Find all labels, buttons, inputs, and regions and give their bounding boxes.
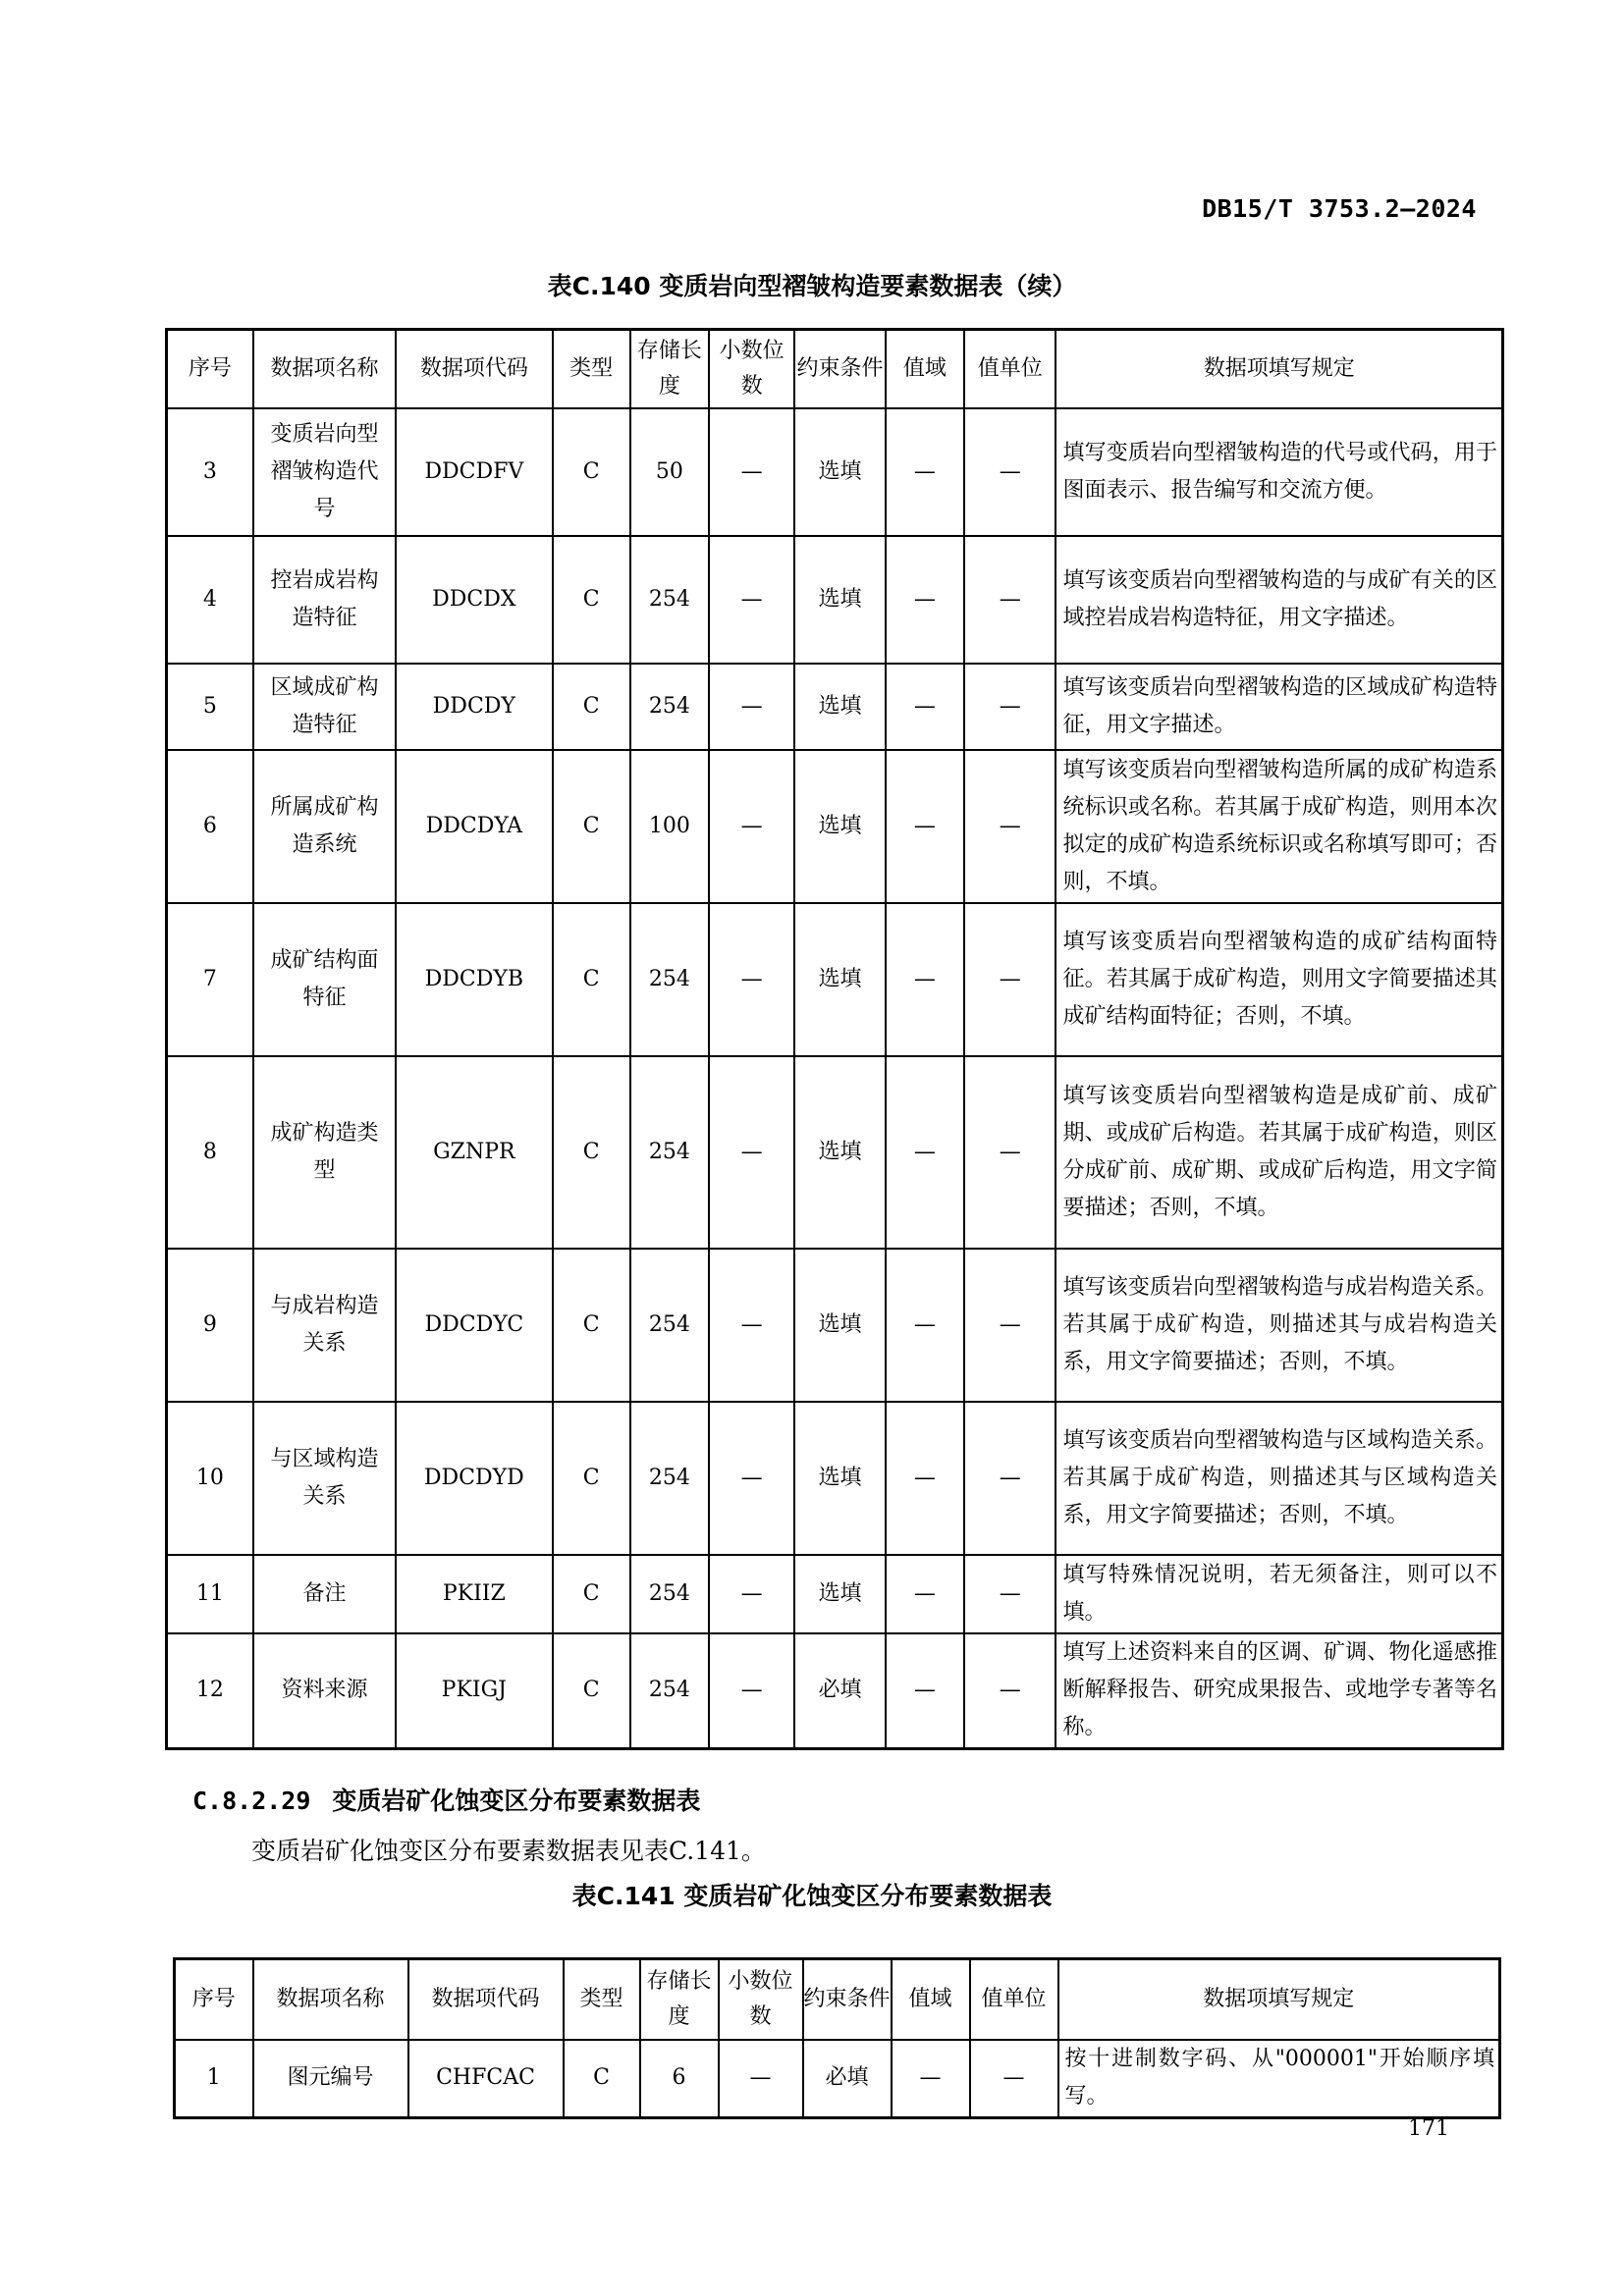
cell-rule: 填写上述资料来自的区调、矿调、物化遥感推断解释报告、研究成果报告、或地学专著等名称。	[1056, 1633, 1502, 1749]
cell-item-code: DDCDY	[396, 664, 552, 750]
cell-length: 100	[630, 750, 709, 903]
cell-length: 254	[630, 1056, 709, 1249]
column-header-decimals: 小数位数	[709, 330, 794, 408]
data-table-c141	[173, 1957, 1501, 2119]
table-row	[167, 1056, 1503, 1249]
column-header-item-name: 数据项名称	[253, 1959, 408, 2040]
cell-rule: 填写变质岩向型褶皱构造的代号或代码，用于图面表示、报告编写和交流方便。	[1056, 408, 1502, 536]
cell-item-name: 资料来源	[253, 1633, 396, 1749]
cell-rule: 填写特殊情况说明，若无须备注，则可以不填。	[1056, 1555, 1502, 1633]
cell-unit: —	[964, 408, 1056, 536]
cell-range: —	[886, 1249, 964, 1402]
cell-constraint: 选填	[794, 1056, 885, 1249]
cell-length: 254	[630, 536, 709, 664]
cell-length: 254	[630, 1633, 709, 1749]
cell-range: —	[886, 408, 964, 536]
document-code: DB15/T 3753.2—2024	[1202, 194, 1477, 223]
cell-item-code: DDCDYD	[396, 1402, 552, 1555]
cell-item-name: 成矿结构面特征	[253, 903, 396, 1056]
column-header-range: 值域	[886, 330, 964, 408]
cell-range: —	[886, 664, 964, 750]
cell-length: 254	[630, 664, 709, 750]
cell-decimals: —	[709, 1555, 794, 1633]
cell-type: C	[553, 408, 630, 536]
cell-length: 254	[630, 1555, 709, 1633]
cell-type: C	[553, 903, 630, 1056]
cell-rule: 填写该变质岩向型褶皱构造是成矿前、成矿期、或成矿后构造。若其属于成矿构造，则区分成矿前、成矿期、或成矿后构造，用文字简要描述；否则，不填。	[1056, 1056, 1502, 1249]
cell-seq: 8	[167, 1056, 253, 1249]
table-row	[167, 1633, 1503, 1749]
cell-unit: —	[964, 1633, 1056, 1749]
cell-item-code: GZNPR	[396, 1056, 552, 1249]
cell-item-name: 与区域构造关系	[253, 1402, 396, 1555]
cell-decimals: —	[709, 1249, 794, 1402]
cell-rule: 填写该变质岩向型褶皱构造的区域成矿构造特征，用文字描述。	[1056, 664, 1502, 750]
cell-item-name: 备注	[253, 1555, 396, 1633]
cell-constraint: 必填	[794, 1633, 885, 1749]
cell-length: 6	[640, 2040, 719, 2118]
cell-item-code: PKIIZ	[396, 1555, 552, 1633]
cell-item-code: PKIGJ	[396, 1633, 552, 1749]
page-number: 171	[1408, 2116, 1449, 2141]
column-header-unit: 值单位	[964, 330, 1056, 408]
cell-unit: —	[964, 1249, 1056, 1402]
table-row	[167, 408, 1503, 536]
cell-seq: 7	[167, 903, 253, 1056]
table-caption-c140: 表C.140 变质岩向型褶皱构造要素数据表（续）	[547, 272, 1077, 300]
cell-length: 254	[630, 1249, 709, 1402]
column-header-length: 存储长度	[640, 1959, 719, 2040]
cell-decimals: —	[709, 903, 794, 1056]
table-caption-c141: 表C.141 变质岩矿化蚀变区分布要素数据表	[571, 1882, 1053, 1910]
column-header-rule: 数据项填写规定	[1058, 1959, 1500, 2040]
cell-constraint: 选填	[794, 536, 885, 664]
table-row	[167, 1249, 1503, 1402]
cell-constraint: 选填	[794, 750, 885, 903]
cell-type: C	[553, 1633, 630, 1749]
cell-unit: —	[964, 750, 1056, 903]
table-row	[167, 536, 1503, 664]
cell-seq: 6	[167, 750, 253, 903]
cell-item-code: DDCDYA	[396, 750, 552, 903]
cell-item-code: CHFCAC	[408, 2040, 564, 2118]
cell-range: —	[892, 2040, 970, 2118]
cell-length: 254	[630, 903, 709, 1056]
section-number: C.8.2.29	[192, 1787, 311, 1815]
cell-seq: 9	[167, 1249, 253, 1402]
section-heading	[192, 1782, 700, 1817]
column-header-item-code: 数据项代码	[408, 1959, 564, 2040]
cell-decimals: —	[709, 664, 794, 750]
table-header-row	[175, 1959, 1500, 2040]
cell-range: —	[886, 1633, 964, 1749]
cell-item-code: DDCDYB	[396, 903, 552, 1056]
cell-rule: 按十进制数字码、从"000001"开始顺序填写。	[1058, 2040, 1500, 2118]
cell-item-name: 控岩成岩构造特征	[253, 536, 396, 664]
cell-seq: 10	[167, 1402, 253, 1555]
cell-constraint: 选填	[794, 1402, 885, 1555]
cell-unit: —	[964, 1555, 1056, 1633]
section-title-text: 变质岩矿化蚀变区分布要素数据表	[332, 1787, 701, 1815]
cell-decimals: —	[709, 1056, 794, 1249]
cell-item-name: 图元编号	[253, 2040, 408, 2118]
cell-constraint: 选填	[794, 408, 885, 536]
header-row	[167, 330, 1503, 408]
cell-rule: 填写该变质岩向型褶皱构造所属的成矿构造系统标识或名称。若其属于成矿构造，则用本次拟定的成矿构造系统标识或名称填写即可；否则，不填。	[1056, 750, 1502, 903]
data-table-c140	[165, 328, 1504, 1750]
cell-range: —	[886, 903, 964, 1056]
cell-unit: —	[964, 664, 1056, 750]
cell-item-name: 成矿构造类型	[253, 1056, 396, 1249]
cell-type: C	[564, 2040, 640, 2118]
column-header-type: 类型	[553, 330, 630, 408]
cell-decimals: —	[719, 2040, 803, 2118]
table-row	[167, 750, 1503, 903]
table-body	[167, 408, 1503, 1749]
cell-type: C	[553, 1056, 630, 1249]
column-header-range: 值域	[892, 1959, 970, 2040]
table-row	[167, 903, 1503, 1056]
cell-range: —	[886, 1402, 964, 1555]
table-row	[175, 2040, 1500, 2118]
column-header-type: 类型	[564, 1959, 640, 2040]
cell-rule: 填写该变质岩向型褶皱构造的与成矿有关的区域控岩成岩构造特征，用文字描述。	[1056, 536, 1502, 664]
cell-item-code: DDCDYC	[396, 1249, 552, 1402]
table-body	[175, 2040, 1500, 2118]
cell-type: C	[553, 1249, 630, 1402]
column-header-seq: 序号	[167, 330, 253, 408]
cell-rule: 填写该变质岩向型褶皱构造的成矿结构面特征。若其属于成矿构造，则用文字简要描述其成矿结构面特征；否则，不填。	[1056, 903, 1502, 1056]
section-paragraph: 变质岩矿化蚀变区分布要素数据表见表C.141。	[251, 1837, 766, 1865]
cell-decimals: —	[709, 750, 794, 903]
cell-range: —	[886, 536, 964, 664]
column-header-seq: 序号	[175, 1959, 253, 2040]
cell-type: C	[553, 1402, 630, 1555]
table-row	[167, 1402, 1503, 1555]
cell-range: —	[886, 750, 964, 903]
cell-item-code: DDCDFV	[396, 408, 552, 536]
cell-seq: 1	[175, 2040, 253, 2118]
cell-unit: —	[970, 2040, 1058, 2118]
cell-seq: 11	[167, 1555, 253, 1633]
cell-unit: —	[964, 903, 1056, 1056]
cell-seq: 5	[167, 664, 253, 750]
cell-range: —	[886, 1056, 964, 1249]
cell-seq: 12	[167, 1633, 253, 1749]
cell-seq: 4	[167, 536, 253, 664]
cell-type: C	[553, 664, 630, 750]
cell-length: 50	[630, 408, 709, 536]
table-row	[167, 1555, 1503, 1633]
cell-rule: 填写该变质岩向型褶皱构造与成岩构造关系。若其属于成矿构造，则描述其与成岩构造关系，用文字简要描述；否则，不填。	[1056, 1249, 1502, 1402]
column-header-unit: 值单位	[970, 1959, 1058, 2040]
cell-item-name: 与成岩构造关系	[253, 1249, 396, 1402]
cell-item-code: DDCDX	[396, 536, 552, 664]
cell-decimals: —	[709, 536, 794, 664]
cell-constraint: 选填	[794, 664, 885, 750]
column-header-decimals: 小数位数	[719, 1959, 803, 2040]
cell-item-name: 变质岩向型褶皱构造代号	[253, 408, 396, 536]
cell-type: C	[553, 1555, 630, 1633]
column-header-item-code: 数据项代码	[396, 330, 552, 408]
cell-rule: 填写该变质岩向型褶皱构造与区域构造关系。若其属于成矿构造，则描述其与区域构造关系，用文字简要描述；否则，不填。	[1056, 1402, 1502, 1555]
column-header-constraint: 约束条件	[794, 330, 885, 408]
cell-seq: 3	[167, 408, 253, 536]
column-header-rule: 数据项填写规定	[1056, 330, 1502, 408]
cell-range: —	[886, 1555, 964, 1633]
cell-type: C	[553, 750, 630, 903]
cell-constraint: 选填	[794, 1249, 885, 1402]
cell-decimals: —	[709, 1633, 794, 1749]
column-header-item-name: 数据项名称	[253, 330, 396, 408]
table-row	[167, 664, 1503, 750]
cell-unit: —	[964, 536, 1056, 664]
cell-unit: —	[964, 1056, 1056, 1249]
cell-decimals: —	[709, 408, 794, 536]
table-header-row	[167, 330, 1503, 408]
header-row	[175, 1959, 1500, 2040]
cell-length: 254	[630, 1402, 709, 1555]
cell-constraint: 选填	[794, 1555, 885, 1633]
cell-constraint: 必填	[803, 2040, 892, 2118]
cell-item-name: 区域成矿构造特征	[253, 664, 396, 750]
column-header-length: 存储长度	[630, 330, 709, 408]
cell-item-name: 所属成矿构造系统	[253, 750, 396, 903]
cell-type: C	[553, 536, 630, 664]
cell-unit: —	[964, 1402, 1056, 1555]
cell-decimals: —	[709, 1402, 794, 1555]
column-header-constraint: 约束条件	[803, 1959, 892, 2040]
cell-constraint: 选填	[794, 903, 885, 1056]
